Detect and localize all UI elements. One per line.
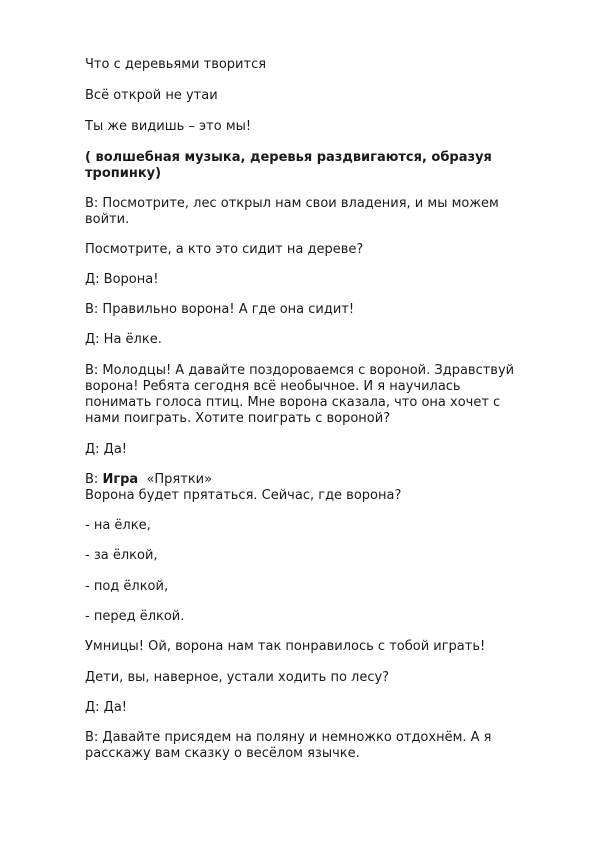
text-line: ворона! Ребята сегодня всё необычное. И я научилась (85, 379, 461, 394)
text-line: В: Правильно ворона! А где она сидит! (85, 302, 355, 317)
text-line: понимать голоса птиц. Мне ворона сказала, что она хочет с (85, 395, 501, 410)
list-item: - за ёлкой, (85, 548, 158, 563)
stage-direction: тропинку) (85, 166, 162, 181)
text-line: Д: Ворона! (85, 272, 159, 287)
text-line: Ворона будет прятаться. Сейчас, где ворона? (85, 488, 402, 503)
text-line: Всё открой не утаи (85, 88, 218, 103)
text-line: Дети, вы, наверное, устали ходить по лесу? (85, 670, 390, 685)
text-line: Посмотрите, а кто это сидит на дереве? (85, 242, 364, 257)
text-line: Умницы! Ой, ворона нам так понравилось с тобой играть! (85, 639, 486, 654)
list-item: - перед ёлкой. (85, 609, 185, 624)
text-line: Д: Да! (85, 700, 128, 715)
text-line: войти. (85, 212, 130, 227)
text-line: В: Давайте присядем на поляну и немножко отдохнём. А я (85, 730, 492, 745)
text-line: В: Посмотрите, лес открыл нам свои владения, и мы можем (85, 196, 499, 211)
text-line: Д: Да! (85, 442, 128, 457)
game-prefix: В: (85, 472, 103, 487)
list-item: - под ёлкой, (85, 579, 169, 594)
text-line: Что с деревьями творится (85, 57, 267, 72)
text-line: Д: На ёлке. (85, 332, 162, 347)
game-label: Игра (102, 472, 139, 487)
text-line: В: Молодцы! А давайте поздороваемся с вороной. Здравствуй (85, 363, 515, 378)
list-item: - на ёлке, (85, 518, 151, 533)
text-line: нами поиграть. Хотите поиграть с вороной? (85, 411, 391, 426)
text-line: расскажу вам сказку о весёлом язычке. (85, 746, 360, 761)
stage-direction: ( волшебная музыка, деревья раздвигаются, образуя (85, 150, 492, 165)
game-title: «Прятки» (138, 472, 213, 487)
text-line: Ты же видишь – это мы! (85, 119, 252, 134)
